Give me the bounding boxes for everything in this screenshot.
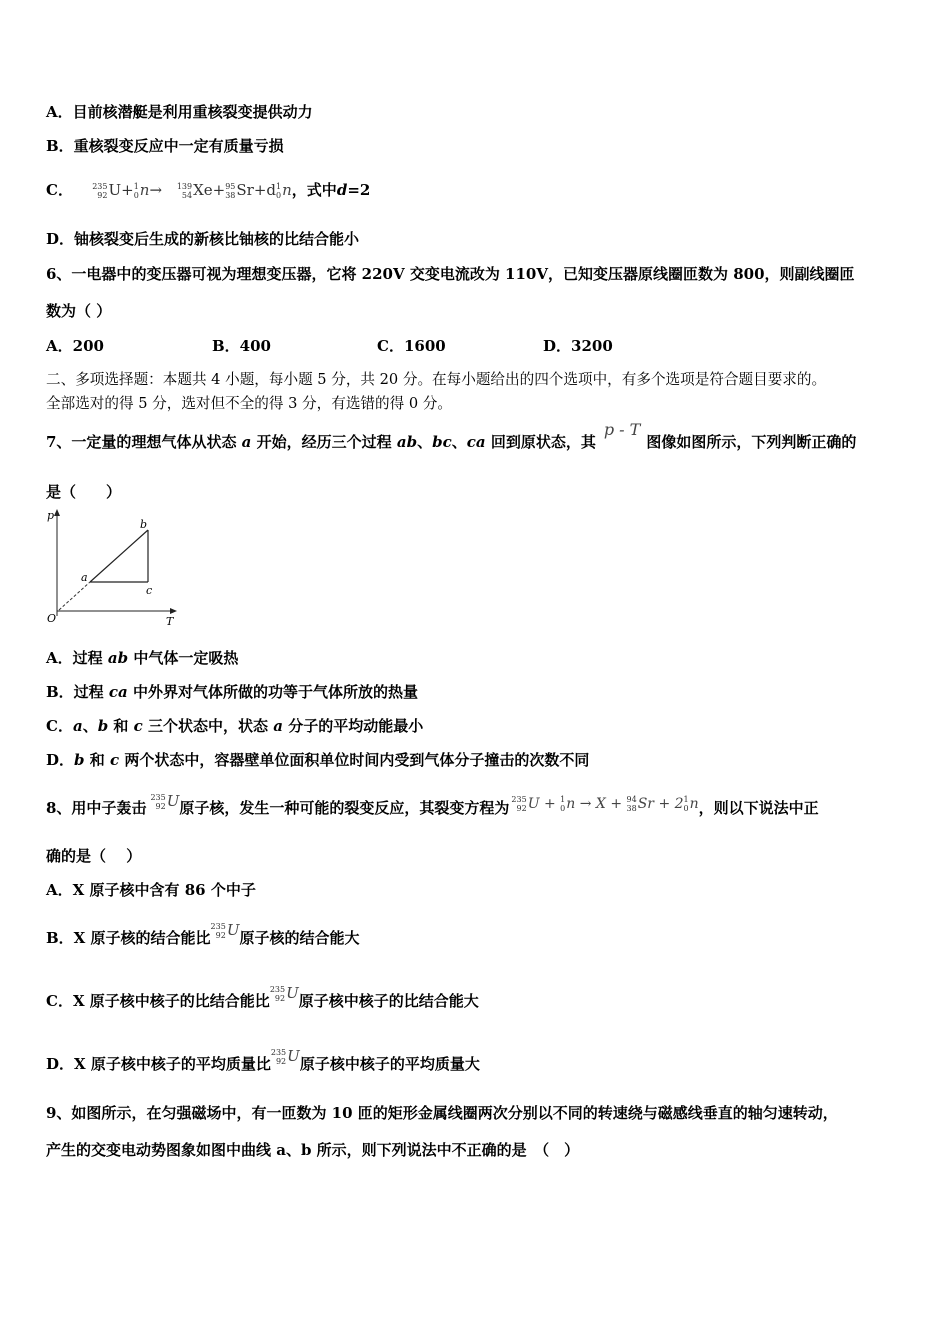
- q6-stem-line2: 数为（ ）: [46, 302, 112, 320]
- q8-stem-line2: 确的是（ ）: [46, 847, 142, 865]
- q8-option-a: A．X 原子核中含有 86 个中子: [46, 881, 256, 899]
- p-axis-label: p: [47, 509, 55, 522]
- q5-option-d: D．铀核裂变后生成的新核比铀核的比结合能小: [46, 230, 360, 248]
- q8-option-d: D．X 原子核中核子的平均质量比 235 92 U原子核中核子的平均质量大: [46, 1047, 480, 1073]
- q6-option-c: C．1600: [377, 337, 446, 355]
- q8-option-c: C．X 原子核中核子的比结合能比 235 92 U原子核中核子的比结合能大: [46, 984, 479, 1010]
- t-axis-arrow: [170, 608, 177, 614]
- q9-stem-line2: 产生的交变电动势图象如图中曲线 a、b 所示，则下列说法中不正确的是 （ ）: [46, 1141, 580, 1159]
- u235-symbol-c: 235 92 U: [269, 984, 299, 1003]
- section2-heading-line2: 全部选对的得 5 分，选对但不全的得 3 分，有选错的得 0 分。: [46, 395, 452, 412]
- u235-isotope: 235 92: [92, 182, 108, 200]
- q5-option-a: A．目前核潜艇是利用重核裂变提供动力: [46, 103, 313, 121]
- section2-heading-line1: 二、多项选择题：本题共 4 小题，每小题 5 分，共 20 分。在每小题给出的四个选项中，有多个选项是符合题目要求的。: [46, 371, 827, 388]
- u235-symbol: 235 92 U: [150, 792, 180, 811]
- q7-stem-line1: 7、一定量的理想气体从状态 a 开始，经历三个过程 ab、bc、ca 回到原状态，其p - T图像如图所示，下列判断正确的: [46, 420, 857, 451]
- q5-option-b: B．重核裂变反应中一定有质量亏损: [46, 137, 284, 155]
- q8-option-b: B．X 原子核的结合能比 235 92 U原子核的结合能大: [46, 921, 360, 947]
- dashed-extension: [59, 582, 90, 610]
- u235-symbol-b: 235 92 U: [210, 921, 240, 940]
- q7-option-b: B．过程 ca 中外界对气体所做的功等于气体所放的热量: [46, 683, 418, 701]
- pt-symbol: p - T: [603, 420, 641, 439]
- origin-label: O: [47, 612, 57, 625]
- q6-option-d: D．3200: [543, 337, 613, 355]
- t-axis-label: T: [166, 615, 174, 628]
- point-c-label: c: [146, 584, 153, 597]
- q7-option-d: D．b 和 c 两个状态中，容器壁单位面积单位时间内受到气体分子撞击的次数不同: [46, 751, 590, 769]
- p-axis-arrow: [54, 509, 60, 516]
- point-b-label: b: [140, 518, 148, 531]
- q7-option-a: A．过程 ab 中气体一定吸热: [46, 649, 239, 667]
- process-ab: [90, 530, 148, 582]
- q5-fission-formula: 235 92 U+ 1 0 n→ 139 54 Xe+ 95 38 Sr+d 1 0 n: [92, 181, 292, 200]
- q7-option-c: C．a、b 和 c 三个状态中，状态 a 分子的平均动能最小: [46, 717, 424, 735]
- q8-stem-line1: 8、用中子轰击 235 92 U原子核，发生一种可能的裂变反应，其裂变方程为 235 92 U + 1 0 n → X + 94 38 Sr + 2 1 0 n，则以下说法中正: [46, 792, 819, 817]
- u235-symbol-d: 235 92 U: [270, 1047, 300, 1066]
- q9-stem-line1: 9、如图所示，在匀强磁场中，有一匝数为 10 匝的矩形金属线圈两次分别以不同的转速绕与磁感线垂直的轴匀速转动，: [46, 1104, 838, 1122]
- q6-option-b: B．400: [212, 337, 271, 355]
- q8-fission-equation: 235 92 U + 1 0 n → X + 94 38 Sr + 2 1 0 n: [511, 795, 699, 813]
- q6-stem-line1: 6、一电器中的变压器可视为理想变压器，它将 220V 交变电流改为 110V，已知变压器原线圈匝数为 800，则副线圈匝: [46, 265, 855, 283]
- point-a-label: a: [81, 571, 88, 584]
- pt-graph: [44, 506, 182, 628]
- q5-option-c: C． 235 92 U+ 1 0 n→ 139 54 Xe+ 95 38 Sr+d 1 0 n，式中d=2: [46, 181, 371, 200]
- q7-stem-line2: 是（ ）: [46, 483, 122, 501]
- q6-option-a: A．200: [46, 337, 104, 355]
- q5-option-c-label: C．: [46, 181, 73, 199]
